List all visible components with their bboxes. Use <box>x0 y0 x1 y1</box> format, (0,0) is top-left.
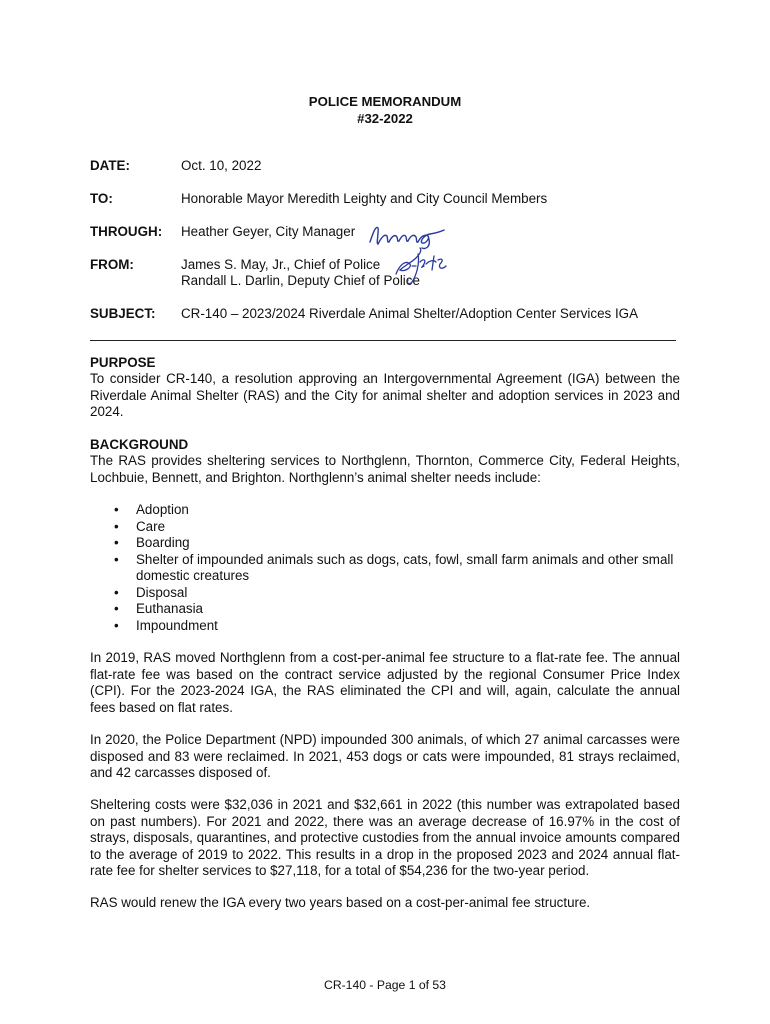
header-divider <box>90 340 676 341</box>
list-item: • Adoption <box>114 502 189 517</box>
memo-title: POLICE MEMORANDUM <box>308 94 462 109</box>
from-label: FROM: <box>90 257 134 272</box>
list-item: • Shelter of impounded animals such as dogs, cats, fowl, small farm animals and other small domestic creatures <box>114 551 674 583</box>
to-label: TO: <box>90 191 113 206</box>
list-item: • Boarding <box>114 535 190 550</box>
memo-number: #32-2022 <box>357 111 413 126</box>
list-item-text: Care <box>136 518 166 534</box>
list-item-text: Shelter of impounded animals such as dogs, cats, fowl, small farm animals and other small domestic creatures <box>136 551 674 583</box>
date-value: Oct. 10, 2022 <box>181 158 262 173</box>
purpose-text: To consider CR-140, a resolution approving an Intergovernmental Agreement (IGA) between the Riverdale Animal Shelter (RAS) and the City for animal shelter and adoption services in 2023 and 2024. <box>90 371 680 419</box>
list-item: • Euthanasia <box>114 601 204 616</box>
chief-initials-signature <box>390 246 450 288</box>
list-item: • Care <box>114 518 166 534</box>
list-item-text: Adoption <box>136 502 189 517</box>
through-value: Heather Geyer, City Manager <box>181 224 356 239</box>
list-item-text: Boarding <box>136 535 190 550</box>
background-paragraph-1: In 2019, RAS moved Northglenn from a cost-per-animal fee structure to a flat-rate fee. The annual flat-rate fee was based on the contract service adjusted by the regional Consumer Price Index (CPI). For the 2023-2024 IGA, the RAS eliminated the CPI and will, again, calculate the annual fees based on flat rates. <box>90 650 680 715</box>
list-item-text: Impoundment <box>136 617 218 633</box>
date-label: DATE: <box>90 158 130 173</box>
from-value-deputy: Randall L. Darlin, Deputy Chief of Police <box>181 273 420 288</box>
list-item-text: Disposal <box>136 584 188 600</box>
background-paragraph-3: Sheltering costs were $32,036 in 2021 and $32,661 in 2022 (this number was extrapolated based on past numbers). For 2021 and 2022, there was an average decrease of 16.97% in the cost of strays, disposals, quarantines, and protective custodies from the annual invoice amounts compared to the average of 2019 to 2022. This results in a drop in the proposed 2023 and 2024 annual flat-rate fee for shelter services to $27,118, for a total of $54,236 for the two-year period. <box>90 797 680 878</box>
shelter-needs-list <box>90 502 690 634</box>
subject-row <box>90 306 690 324</box>
subject-label: SUBJECT: <box>90 306 156 321</box>
from-value-chief: James S. May, Jr., Chief of Police <box>181 257 381 272</box>
subject-value: CR-140 – 2023/2024 Riverdale Animal Shelter/Adoption Center Services IGA <box>181 306 639 321</box>
background-intro: The RAS provides sheltering services to Northglenn, Thornton, Commerce City, Federal Heights, Lochbuie, Bennett, and Brighton. Northglenn’s animal shelter needs include: <box>90 453 680 485</box>
list-item-text: Euthanasia <box>136 601 204 616</box>
purpose-heading: PURPOSE <box>90 355 156 370</box>
background-heading: BACKGROUND <box>90 437 189 452</box>
list-item: • Impoundment <box>114 617 218 633</box>
to-row <box>90 191 690 209</box>
background-paragraph-2: In 2020, the Police Department (NPD) impounded 300 animals, of which 27 animal carcasses were disposed and 83 were reclaimed. In 2021, 453 dogs or cats were impounded, 81 strays reclaimed, and 42 carcasses disposed of. <box>90 732 680 780</box>
to-value: Honorable Mayor Meredith Leighty and City Council Members <box>181 191 548 206</box>
list-item: • Disposal <box>114 584 188 600</box>
page-footer: CR-140 - Page 1 of 53 <box>324 978 446 992</box>
background-paragraph-4: RAS would renew the IGA every two years based on a cost-per-animal fee structure. <box>90 895 591 910</box>
date-row <box>90 158 690 176</box>
through-label: THROUGH: <box>90 224 163 239</box>
